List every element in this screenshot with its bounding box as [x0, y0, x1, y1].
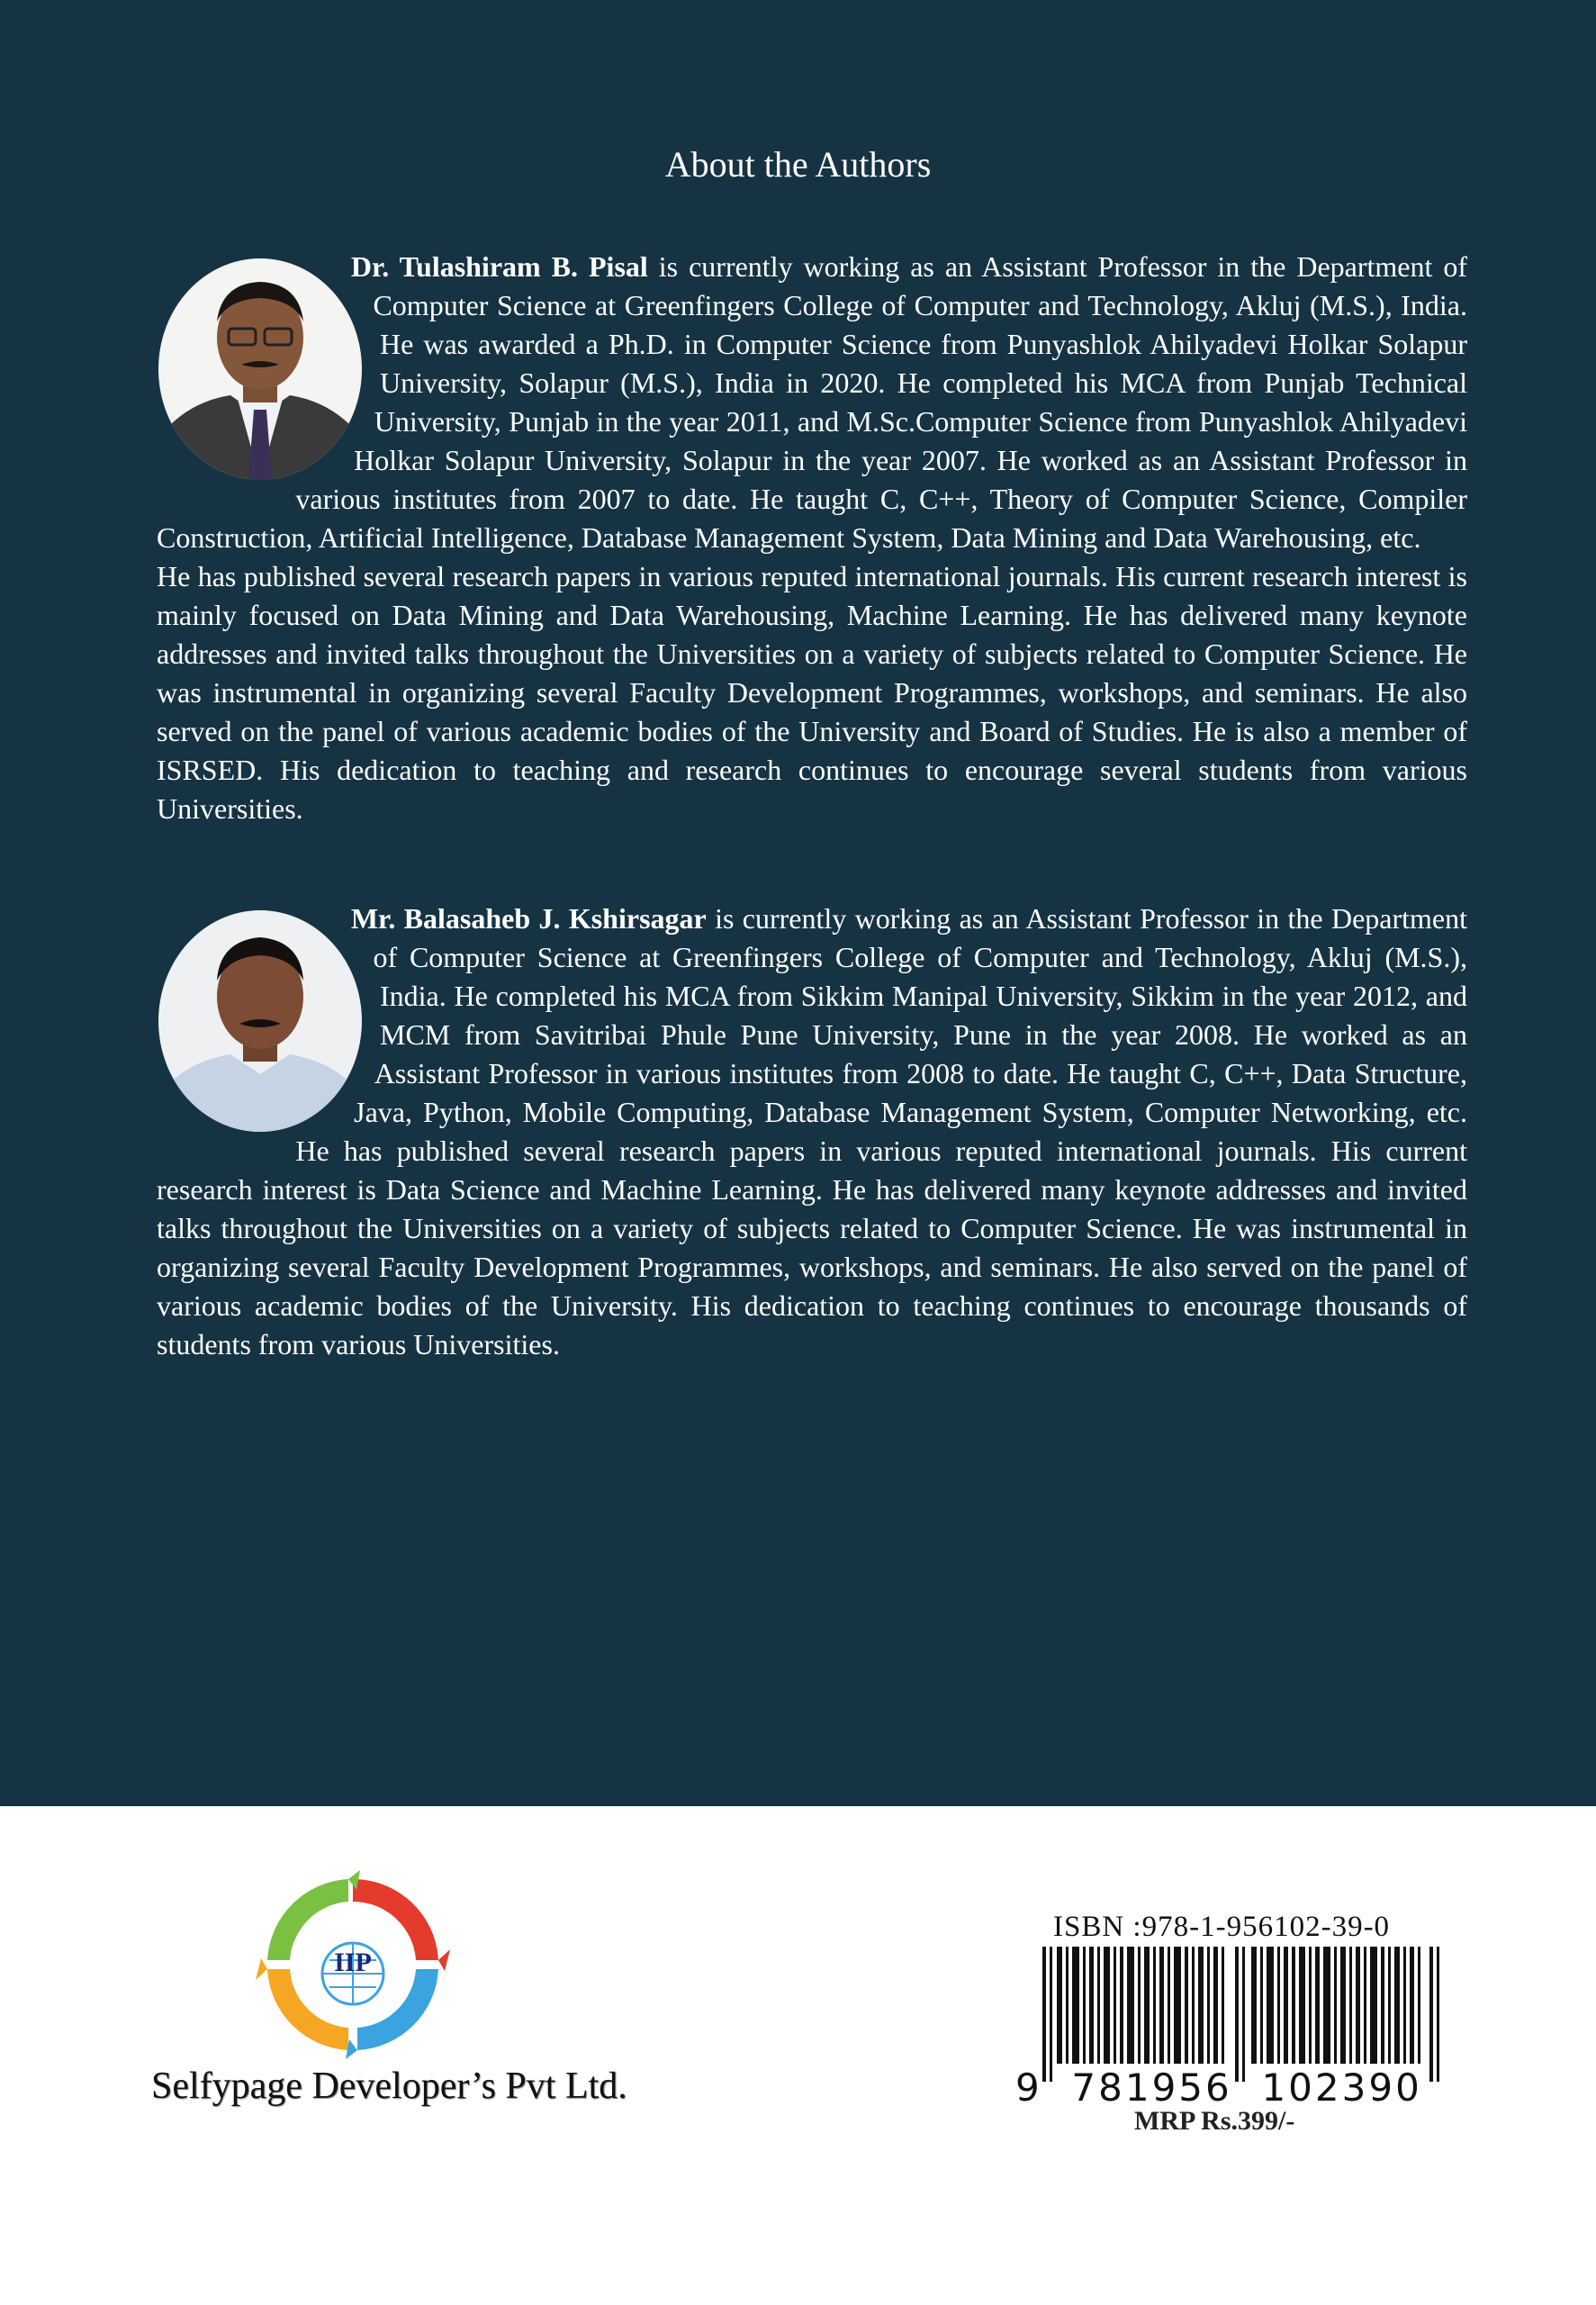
author-photo-2 — [158, 910, 362, 1132]
author-name-2: Mr. Balasaheb J. Kshirsagar — [350, 902, 707, 935]
author-bio-text-2: is currently working as an Assistant Professor in the Department of Computer Science at Greenfingers College of Computer and Technology, Akluj (M.S.), India. He completed his MCA from Sikkim Manipal University, Sikkim in the year 2012, and MCM from Savitribai Phule Pune University, Pune in the year 2008. He worked as an Assistant Professor in various institutes from 2008 to date. He taught C, C++, Data Structure, Java, Python, Mobile Computing, Database Management System, Computer Networking, etc. He has published several research papers in various reputed international journals. His current research interest is Data Science and Machine Learning. He has delivered many keynote addresses and invited talks throughout the Universities on a variety of subjects related to Computer Science. He was instrumental in organizing several Faculty Development Programmes, workshops, and seminars. He also served on the panel of various academic bodies of the University. His dedication to teaching continues to encourage thousands of students from various Universities. — [157, 902, 1467, 1360]
author-bio-continued-1: He has published several research papers in various reputed international journals. His current research interest is mainly focused on Data Mining and Data Warehousing, Machine Learning. He has delivered many keynote addresses and invited talks throughout the Universities on a variety of subjects related to Computer Science. He was instrumental in organizing several Faculty Development Programmes, workshops, and seminars. He also served on the panel of various academic bodies of the University and Board of Studies. He is also a member of ISRSED. His dedication to teaching and research continues to encourage several students from various Universities. — [157, 560, 1467, 825]
author-bio-text-1: is currently working as an Assistant Professor in the Department of Computer Science at Greenfingers College of Computer and Technology, Akluj (M.S.), India. He was awarded a Ph.D. in Computer Science from Punyashlok Ahilyadevi Holkar Solapur University, Solapur (M.S.), India in 2020. He completed his MCA from Punjab Technical University, Punjab in the year 2011, and M.Sc.Computer Science from Punyashlok Ahilyadevi Holkar Solapur University, Solapur in the year 2007. He worked as an Assistant Professor in various institutes from 2007 to date. He taught C, C++, Theory of Computer Science, Compiler Construction, Artificial Intelligence, Database Management System, Data Mining and Data Warehousing, etc. — [157, 250, 1468, 554]
page-title: About the Authors — [664, 144, 932, 185]
price-label: MRP Rs.399/- — [1134, 2106, 1295, 2136]
publisher-name: Selfypage Developer’s Pvt Ltd. — [151, 2065, 627, 2107]
author-bio-2 — [157, 899, 1467, 1364]
author-bio-1 — [157, 248, 1467, 828]
author-photo-1 — [158, 258, 362, 480]
logo-abbreviation: IIP — [334, 1948, 372, 1977]
isbn-label: ISBN :978-1-956102-39-0 — [1053, 1911, 1391, 1943]
publisher-logo — [254, 1870, 452, 2064]
isbn-barcode — [1042, 1947, 1449, 2082]
author-name-1: Dr. Tulashiram B. Pisal — [350, 250, 648, 283]
barcode-digits: 9 781956 102390 — [1015, 2065, 1422, 2110]
